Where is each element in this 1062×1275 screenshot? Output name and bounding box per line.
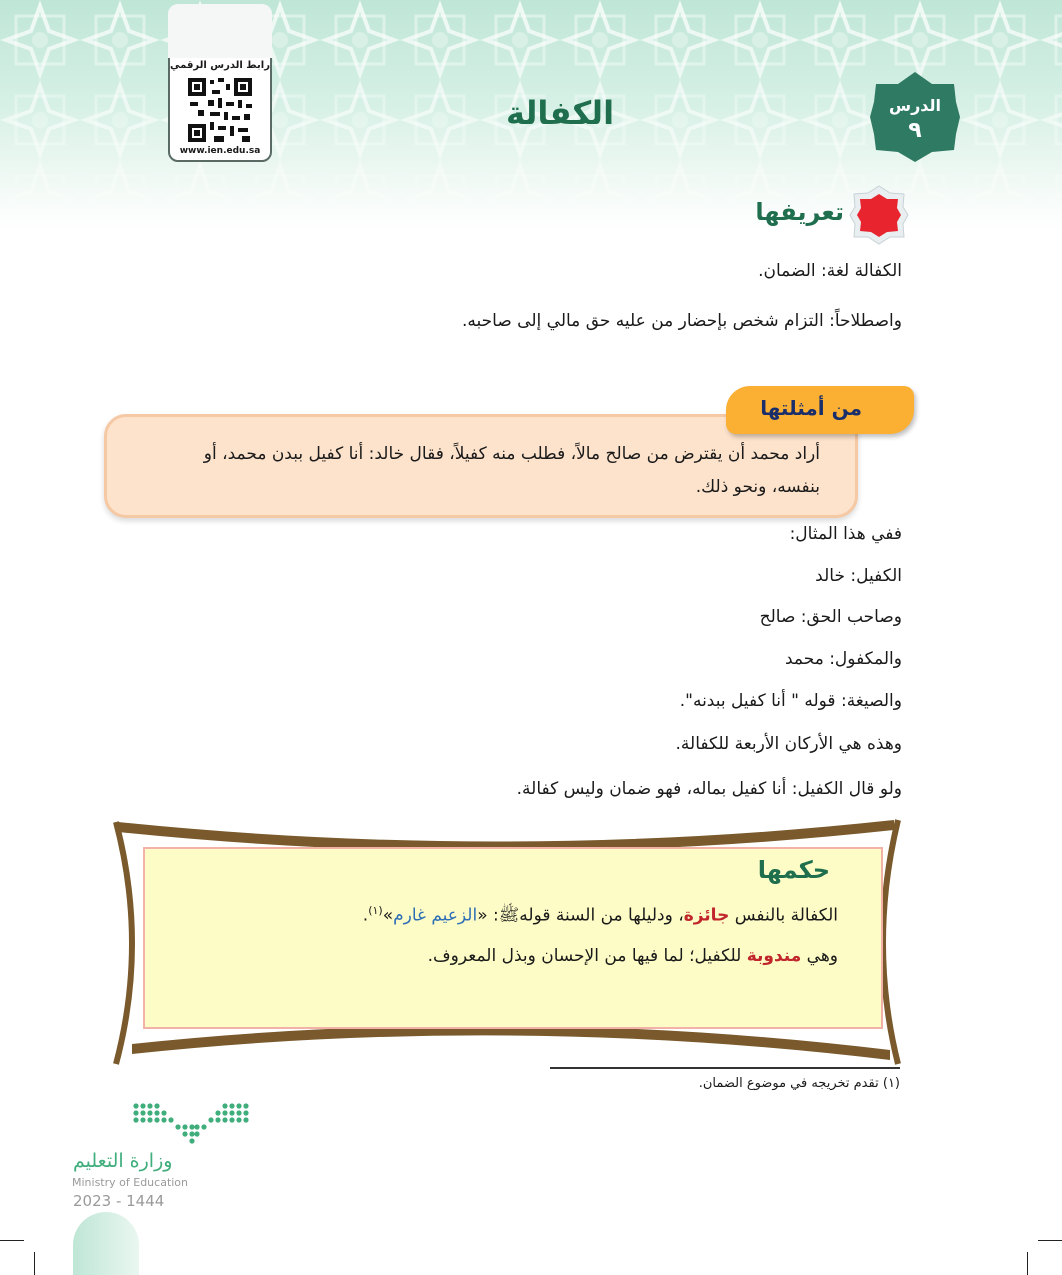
example-line-2: بنفسه، ونحو ذلك. (695, 477, 820, 497)
analysis-line: والصيغة: قوله " أنا كفيل ببدنه". (679, 691, 902, 711)
example-heading: من أمثلتها (760, 396, 862, 420)
ruling-heading: حكمها (757, 856, 830, 884)
ruling-text: » (382, 905, 394, 926)
ruling-text: للكفيل؛ لما فيها من الإحسان وبذل المعروف. (427, 946, 747, 966)
ruling-highlight-permissible: جائزة (683, 905, 730, 926)
ministry-name-ar: وزارة التعليم (73, 1150, 173, 1172)
crop-mark (1038, 1240, 1062, 1241)
crop-mark (0, 1240, 24, 1241)
ruling-highlight-recommended: مندوبة (746, 946, 802, 966)
analysis-line: ولو قال الكفيل: أنا كفيل بماله، فهو ضمان وليس كفالة. (516, 779, 902, 799)
analysis-line: وهذه هي الأركان الأربعة للكفالة. (675, 734, 902, 754)
crop-mark (34, 1252, 35, 1275)
footnote-number: (١) (882, 1076, 900, 1091)
octagon-flower-icon (848, 184, 910, 246)
ministry-name-en: Ministry of Education (72, 1176, 189, 1189)
definition-line-technical: واصطلاحاً: التزام شخص بإحضار من عليه حق مالي إلى صاحبه. (462, 311, 902, 331)
crop-mark (1027, 1252, 1028, 1275)
analysis-line: ففي هذا المثال: (789, 524, 902, 544)
lesson-badge (870, 72, 960, 162)
example-line-1: أراد محمد أن يقترض من صالح مالاً، فطلب منه كفيلاً، فقال خالد: أنا كفيل ببدن محمد، أو (203, 444, 820, 464)
analysis-line: الكفيل: خالد (815, 566, 902, 586)
qr-card[interactable] (168, 14, 272, 162)
footnote-text: تقدم تخريجه في موضوع الضمان. (698, 1076, 879, 1091)
ministry-logo-icon (130, 1100, 252, 1144)
qr-code-icon[interactable] (186, 76, 254, 144)
definition-heading: تعريفها (755, 198, 844, 226)
ruling-text: الكفالة بالنفس (729, 905, 838, 926)
example-text (120, 438, 820, 504)
analysis-line: وصاحب الحق: صالح (759, 607, 902, 627)
qr-card-top (168, 4, 272, 58)
ruling-line-1 (363, 904, 838, 930)
footnote-divider (550, 1067, 900, 1069)
ruling-text: . (362, 905, 369, 926)
ruling-line-2 (428, 946, 838, 966)
ruling-text: وهي (801, 946, 838, 966)
definition-line-linguistic: الكفالة لغة: الضمان. (758, 261, 902, 281)
lesson-number: ٩ (908, 118, 922, 143)
page-title: الكفالة (505, 94, 615, 132)
analysis-line: والمكفول: محمد (784, 649, 902, 669)
qr-url[interactable]: www.ien.edu.sa (179, 146, 261, 156)
ruling-text: ، ودليلها من السنة قولهﷺ: « (477, 905, 684, 926)
footnote-ref[interactable]: (١) (368, 904, 383, 917)
hadith-quote: الزعيم غارم (393, 905, 478, 926)
page-number-tab (73, 1212, 139, 1275)
lesson-label: الدرس (888, 96, 942, 115)
footnote (699, 1076, 900, 1091)
qr-label: رابط الدرس الرقمي (170, 60, 270, 71)
edition-year: 2023 - 1444 (73, 1192, 165, 1210)
